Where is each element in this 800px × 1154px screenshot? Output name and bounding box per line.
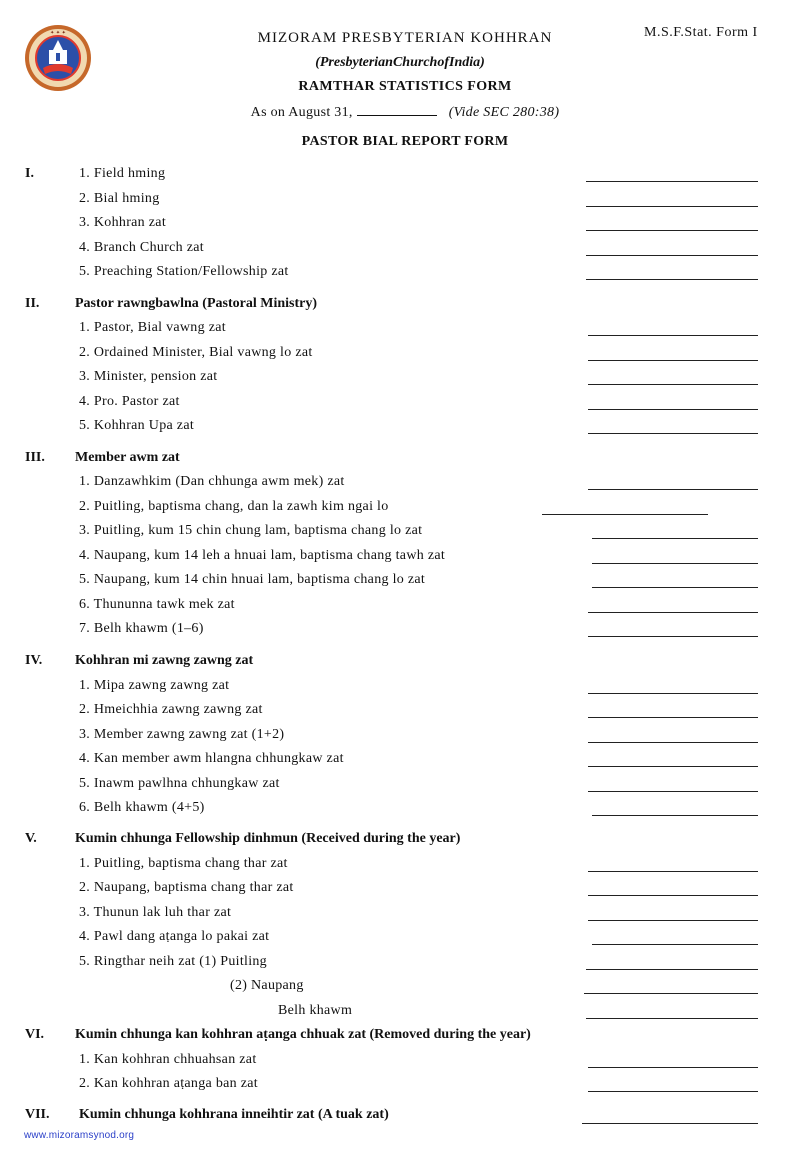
answer-line[interactable]	[588, 384, 758, 385]
list-item: 4. Branch Church zat	[79, 240, 204, 255]
section-4-number: IV.	[25, 653, 43, 668]
answer-line[interactable]	[592, 538, 758, 539]
answer-line[interactable]	[588, 489, 758, 490]
answer-line[interactable]	[586, 255, 758, 256]
form-id: M.S.F.Stat. Form I	[644, 25, 758, 40]
list-item: 2. Kan kohhran aṭanga ban zat	[79, 1076, 258, 1091]
section-7-number: VII.	[25, 1107, 50, 1122]
section-5-number: V.	[25, 831, 37, 846]
list-item: 1. Mipa zawng zawng zat	[79, 678, 230, 693]
section-3-title: Member awm zat	[75, 450, 180, 465]
list-item: 4. Kan member awm hlangna chhungkaw zat	[79, 751, 344, 766]
section-7-title: Kumin chhunga kohhrana inneihtir zat (A tuak zat)	[79, 1107, 389, 1122]
list-item: 1. Field hming	[79, 166, 166, 181]
answer-line[interactable]	[588, 742, 758, 743]
answer-line[interactable]	[586, 969, 758, 970]
answer-line[interactable]	[586, 181, 758, 182]
list-item: 5. Naupang, kum 14 chin hnuai lam, baptisma chang lo zat	[79, 572, 426, 587]
svg-text:✦ ✦ ✦: ✦ ✦ ✦	[50, 30, 66, 36]
list-item: 4. Pawl dang aṭanga lo pakai zat	[79, 929, 270, 944]
answer-line[interactable]	[588, 433, 758, 434]
vide-reference: (Vide SEC 280:38)	[448, 105, 560, 120]
answer-line[interactable]	[588, 717, 758, 718]
list-item: 1. Pastor, Bial vawng zat	[79, 320, 226, 335]
list-item: 2. Ordained Minister, Bial vawng lo zat	[79, 345, 313, 360]
answer-line[interactable]	[588, 920, 758, 921]
list-item: 1. Kan kohhran chhuahsan zat	[79, 1052, 257, 1067]
list-item: 2. Puitling, baptisma chang, dan la zawh kim ngai lo	[79, 499, 389, 514]
list-item: 2. Hmeichhia zawng zawng zat	[79, 702, 263, 717]
section-5-title: Kumin chhunga Fellowship dinhmun (Received during the year)	[75, 831, 461, 846]
list-item: 7. Belh khawm (1–6)	[79, 621, 204, 636]
answer-line[interactable]	[588, 895, 758, 896]
answer-line[interactable]	[586, 279, 758, 280]
list-item: 2. Naupang, baptisma chang thar zat	[79, 880, 294, 895]
answer-line[interactable]	[588, 636, 758, 637]
section-4-title: Kohhran mi zawng zawng zat	[75, 653, 254, 668]
section-1-number: I.	[25, 166, 34, 181]
answer-line[interactable]	[588, 612, 758, 613]
list-item: 3. Minister, pension zat	[79, 369, 218, 384]
answer-line[interactable]	[588, 871, 758, 872]
answer-line[interactable]	[588, 766, 758, 767]
list-item: 5. Kohhran Upa zat	[79, 418, 195, 433]
organization-name: MIZORAM PRESBYTERIAN KOHHRAN	[257, 30, 553, 46]
list-item: 3. Puitling, kum 15 chin chung lam, baptisma chang lo zat	[79, 523, 423, 538]
answer-line[interactable]	[592, 563, 758, 564]
section-3-number: III.	[25, 450, 45, 465]
year-blank[interactable]	[357, 103, 437, 116]
list-item: 4. Naupang, kum 14 leh a hnuai lam, baptisma chang tawh zat	[79, 548, 446, 563]
answer-line[interactable]	[588, 1067, 758, 1068]
report-title: PASTOR BIAL REPORT FORM	[301, 134, 509, 149]
form-title: RAMTHAR STATISTICS FORM	[298, 79, 512, 94]
section-6-number: VI.	[25, 1027, 45, 1042]
answer-line[interactable]	[582, 1123, 758, 1124]
list-item: 6. Thununna tawk mek zat	[79, 597, 235, 612]
answer-line[interactable]	[588, 409, 758, 410]
answer-line[interactable]	[588, 335, 758, 336]
as-on-label: As on August 31,	[250, 105, 353, 120]
answer-line[interactable]	[588, 1091, 758, 1092]
list-item: 5. Ringthar neih zat (1) Puitling	[79, 954, 267, 969]
answer-line[interactable]	[588, 693, 758, 694]
list-item: 1. Puitling, baptisma chang thar zat	[79, 856, 288, 871]
website-link[interactable]: www.mizoramsynod.org	[24, 1130, 135, 1141]
section-2-number: II.	[25, 296, 40, 311]
list-item: (2) Naupang	[230, 978, 304, 993]
answer-line[interactable]	[592, 944, 758, 945]
answer-line[interactable]	[592, 587, 758, 588]
answer-line[interactable]	[586, 230, 758, 231]
list-item: 4. Pro. Pastor zat	[79, 394, 180, 409]
list-item: 3. Kohhran zat	[79, 215, 167, 230]
answer-line[interactable]	[584, 993, 758, 994]
list-item: 1. Danzawhkim (Dan chhunga awm mek) zat	[79, 474, 345, 489]
list-item: Belh khawm	[278, 1003, 353, 1018]
list-item: 6. Belh khawm (4+5)	[79, 800, 205, 815]
list-item: 5. Inawm pawlhna chhungkaw zat	[79, 776, 280, 791]
section-6-title: Kumin chhunga kan kohhran aṭanga chhuak zat (Removed during the year)	[75, 1027, 531, 1042]
organization-name-english: (PresbyterianChurchofIndia)	[315, 55, 485, 70]
answer-line[interactable]	[586, 206, 758, 207]
section-2-title: Pastor rawngbawlna (Pastoral Ministry)	[75, 296, 317, 311]
answer-line[interactable]	[542, 514, 708, 515]
list-item: 3. Member zawng zawng zat (1+2)	[79, 727, 285, 742]
answer-line[interactable]	[586, 1018, 758, 1019]
answer-line[interactable]	[588, 791, 758, 792]
as-on-date-line	[0, 103, 800, 121]
list-item: 2. Bial hming	[79, 191, 160, 206]
list-item: 5. Preaching Station/Fellowship zat	[79, 264, 289, 279]
answer-line[interactable]	[592, 815, 758, 816]
list-item: 3. Thunun lak luh thar zat	[79, 905, 232, 920]
answer-line[interactable]	[588, 360, 758, 361]
